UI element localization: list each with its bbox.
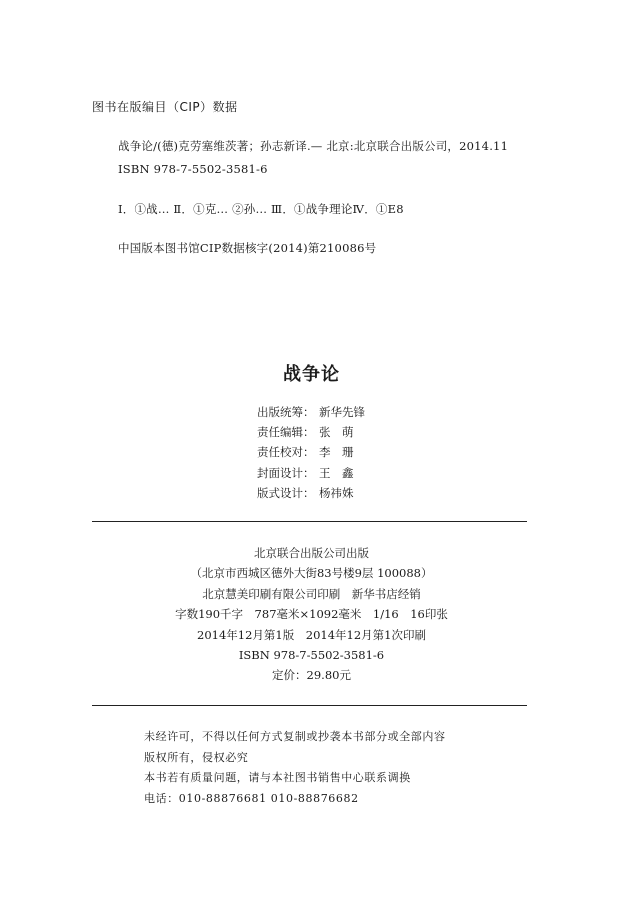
publisher-line: 北京联合出版公司出版 <box>254 546 369 560</box>
isbn-line: ISBN 978-7-5502-3581-6 <box>238 647 385 662</box>
edition-line: 2014年12月第1版 2014年12月第1次印刷 <box>197 627 426 642</box>
cip-bibliographic-line: 战争论/(德)克劳塞维茨著；孙志新译.— 北京:北京联合出版公司，2014.11 <box>118 139 509 153</box>
credit-row-planning <box>257 402 365 422</box>
credit-label: 出版统筹： <box>257 405 315 419</box>
credit-row-editor <box>257 422 365 442</box>
address-line: （北京市西城区德外大街83号楼9层 100088） <box>190 566 433 581</box>
credits-list <box>257 402 365 503</box>
notice-rights: 版权所有，侵权必究 <box>144 750 249 764</box>
cip-heading: 图书在版编目（CIP）数据 <box>92 100 238 114</box>
credit-value: 张 萌 <box>319 425 354 440</box>
divider-top <box>92 521 527 522</box>
specs-line: 字数190千字 787毫米×1092毫米 1/16 16印张 <box>175 607 448 622</box>
credit-value: 王 鑫 <box>319 465 354 480</box>
publication-info <box>0 543 623 686</box>
credit-label: 封面设计： <box>257 465 315 480</box>
printer-line: 北京慧美印刷有限公司印刷 新华书店经销 <box>202 586 421 601</box>
credit-row-cover-design <box>257 463 365 483</box>
credit-label: 版式设计： <box>257 485 315 500</box>
cip-classification-line: Ⅰ．①战… Ⅱ．①克… ②孙… Ⅲ．①战争理论Ⅳ．①E8 <box>118 202 404 216</box>
notice-reproduction: 未经许可，不得以任何方式复制或抄袭本书部分或全部内容 <box>144 730 446 743</box>
copyright-notice <box>144 727 446 809</box>
cip-record-number: 中国版本图书馆CIP数据核字(2014)第210086号 <box>118 241 377 255</box>
credit-value: 杨祎姝 <box>319 485 354 500</box>
credit-label: 责任校对： <box>257 445 315 460</box>
book-title: 战争论 <box>283 364 340 385</box>
credit-row-proofreader <box>257 442 365 462</box>
credit-label: 责任编辑： <box>257 425 315 440</box>
credit-row-layout-design <box>257 483 365 503</box>
divider-bottom <box>92 705 527 706</box>
price-line: 定价：29.80元 <box>272 668 351 683</box>
cip-isbn-line: ISBN 978-7-5502-3581-6 <box>118 162 268 176</box>
credit-value: 李 珊 <box>319 445 354 460</box>
notice-phone: 电话：010-88876681 010-88876682 <box>144 791 359 805</box>
notice-quality: 本书若有质量问题，请与本社图书销售中心联系调换 <box>144 771 411 784</box>
credit-value: 新华先锋 <box>319 405 365 419</box>
